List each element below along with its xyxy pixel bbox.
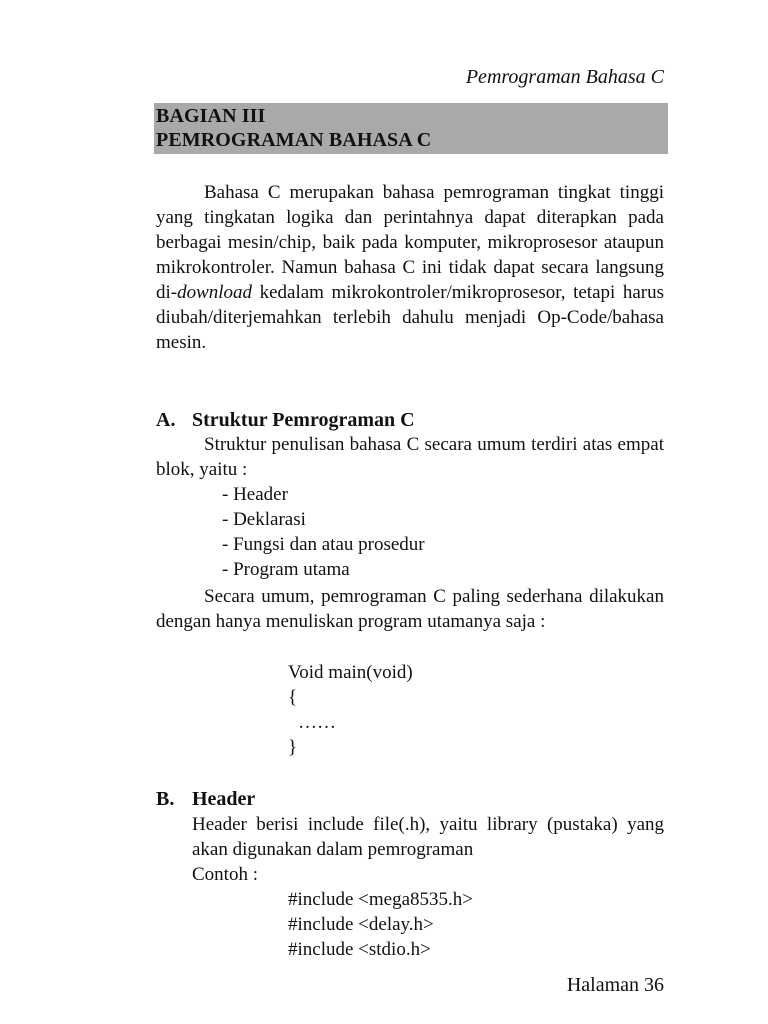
section-b-paragraph-text: Header berisi include file(.h), yaitu library (pustaka) yang akan digunakan dalam pemrograman: [192, 814, 664, 860]
include-list: [288, 887, 473, 962]
code-example-main: [288, 660, 413, 760]
chapter-number: BAGIAN III: [156, 105, 266, 127]
intro-text-after: kedalam mikrokontroler/mikroprosesor, tetapi harus diubah/diterjemahkan terlebih dahulu menjadi Op-Code/bahasa mesin.: [156, 282, 664, 353]
list-item: - Fungsi dan atau prosedur: [222, 534, 425, 555]
block-list: [222, 482, 425, 582]
chapter-title: PEMROGRAMAN BAHASA C: [156, 129, 432, 151]
section-a-paragraph-2: [156, 584, 664, 634]
include-line: #include <delay.h>: [288, 914, 434, 935]
intro-paragraph: [156, 180, 664, 355]
code-line: {: [288, 687, 298, 708]
section-b-heading: [156, 787, 255, 811]
code-line: ……: [298, 712, 336, 733]
section-b-title: Header: [192, 788, 256, 810]
page-number: Halaman 36: [566, 974, 664, 996]
list-item: - Program utama: [222, 559, 350, 580]
section-a-paragraph-1: [156, 432, 664, 482]
section-b-paragraph: [192, 812, 664, 862]
list-item: - Header: [222, 484, 288, 505]
section-a-letter: A.: [156, 409, 176, 431]
list-item: - Deklarasi: [222, 509, 306, 530]
section-a-title: Struktur Pemrograman C: [192, 409, 415, 431]
intro-text-before: Bahasa C merupakan bahasa pemrograman tingkat tinggi yang tingkatan logika dan perintahnya dapat diterapkan pada berbagai mesin/chip, baik pada komputer, mikroprosesor ataupun mikrokontroler. Namun bahasa C ini tidak dapat secara langsung di-: [156, 182, 664, 303]
running-header: Pemrograman Bahasa C: [465, 66, 664, 88]
section-a-paragraph-1-text: Struktur penulisan bahasa C secara umum terdiri atas empat blok, yaitu :: [156, 434, 664, 480]
intro-italic-word: download: [177, 282, 253, 303]
section-a-paragraph-2-text: Secara umum, pemrograman C paling sederhana dilakukan dengan hanya menuliskan program utamanya saja :: [156, 586, 664, 632]
section-b-letter: B.: [156, 788, 175, 810]
example-label: Contoh :: [192, 864, 258, 885]
code-line: }: [288, 737, 298, 758]
code-line: Void main(void): [288, 662, 413, 683]
chapter-title-box: [154, 103, 668, 154]
include-line: #include <stdio.h>: [288, 939, 431, 960]
section-a-heading: [156, 408, 415, 432]
include-line: #include <mega8535.h>: [288, 889, 473, 910]
